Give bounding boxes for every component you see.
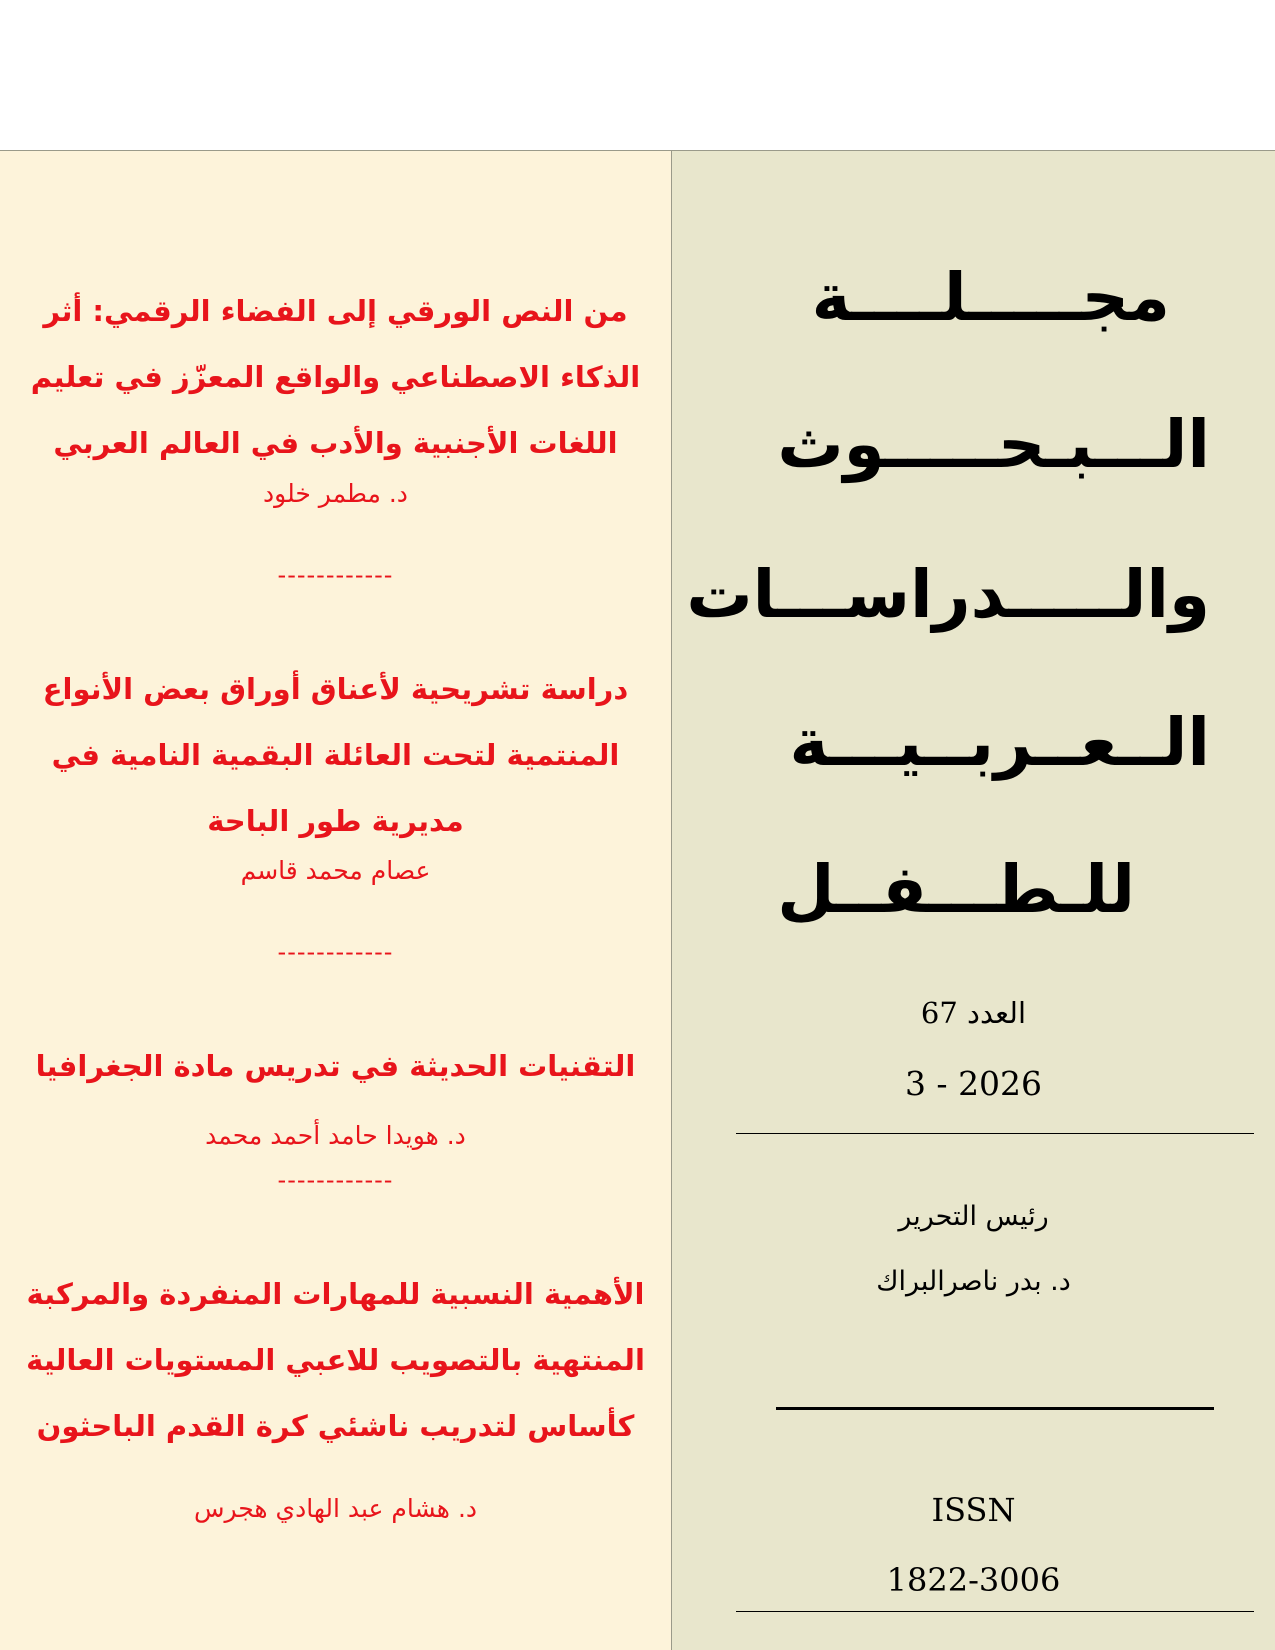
article-title-1: من النص الورقي إلى الفضاء الرقمي: أثر الذكاء الاصطناعي والواقع المعزّز في تعليم اللغات الأجنبية والأدب في العالم العربي: [30, 294, 641, 460]
article-title-3: التقنيات الحديثة في تدريس مادة الجغرافيا: [35, 1049, 636, 1083]
issn-number: 1822-3006: [886, 1561, 1061, 1599]
editor-name: د. بدر ناصرالبراك: [876, 1266, 1071, 1297]
journal-panel: [671, 150, 1275, 1650]
issue-date: 3 - 2026: [904, 1064, 1043, 1103]
journal-title-line-3: والـــــدراســـات: [686, 556, 1210, 633]
journal-title-line-5: للـطـــفــل: [777, 851, 1135, 928]
divider-3: [736, 1611, 1254, 1612]
article-author-4: د. هشام عبد الهادي هجرس: [193, 1494, 478, 1523]
journal-title-line-1: مجـــــلــــة: [811, 259, 1170, 336]
article-author-2: عصام محمد قاسم: [240, 856, 431, 885]
article-author-3: د. هويدا حامد أحمد محمد: [205, 1121, 466, 1150]
journal-title-line-2: الـــبـحـــــوث: [777, 406, 1210, 483]
divider-1: [736, 1133, 1254, 1134]
issue-number: العدد 67: [920, 996, 1027, 1030]
separator-1: ------------: [277, 561, 394, 589]
separator-3: ------------: [277, 1166, 394, 1194]
contents-panel: [0, 150, 671, 1650]
issn-label: ISSN: [931, 1491, 1016, 1529]
separator-2: ------------: [277, 938, 394, 966]
article-title-4: الأهمية النسبية للمهارات المنفردة والمركبة المنتهية بالتصويب للاعبي المستويات العالية كأساس لتدريب ناشئي كرة القدم الباحثون: [26, 1277, 645, 1443]
divider-2: [776, 1407, 1214, 1410]
editor-role: رئيس التحرير: [898, 1201, 1049, 1232]
journal-title-line-4: الــعــربــيـــة: [789, 704, 1210, 781]
article-title-2: دراسة تشريحية لأعناق أوراق بعض الأنواع المنتمية لتحت العائلة البقمية النامية في مديرية طور الباحة: [42, 672, 629, 838]
article-author-1: د. مطمر خلود: [263, 479, 408, 508]
